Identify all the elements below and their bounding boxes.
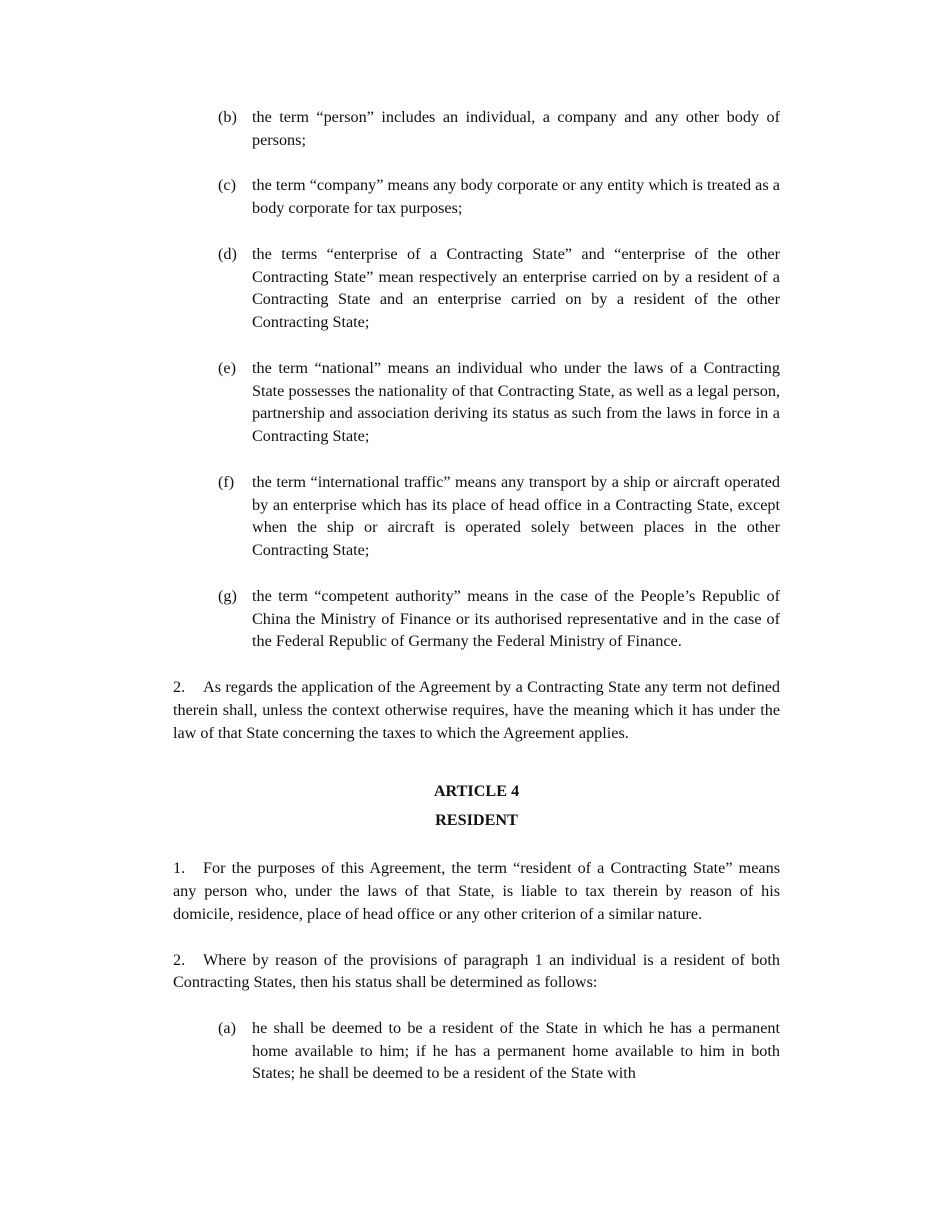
definition-item-g	[173, 585, 780, 653]
paragraph-text: As regards the application of the Agreement by a Contracting State any term not defined therein shall, unless the context otherwise requires, have the meaning which it has under the law of that State concerning the taxes to which the Agreement applies.	[173, 677, 780, 742]
item-text: the terms “enterprise of a Contracting State” and “enterprise of the other Contracting State” mean respectively an enterprise carried on by a resident of a Contracting State and an enterprise carried on by a resident of the other Contracting State;	[252, 244, 780, 332]
definition-item-f	[173, 471, 780, 562]
article-title: ARTICLE 4	[433, 782, 520, 801]
definition-item-c	[173, 174, 780, 220]
article-subtitle: RESIDENT	[435, 811, 518, 830]
definition-item-e	[173, 357, 780, 448]
item-marker: (b)	[218, 108, 237, 126]
item-marker: (g)	[218, 586, 237, 605]
tiebreaker-item-a	[173, 1017, 780, 1085]
definition-item-b	[173, 106, 780, 152]
item-text: the term “company” means any body corporate or any entity which is treated as a body corporate for tax purposes;	[252, 176, 780, 218]
item-text: the term “competent authority” means in the case of the People’s Republic of China the Ministry of Finance or its authorised representative and in the case of the Federal Republic of Germany the Federal Ministry of Finance.	[252, 586, 780, 651]
item-marker: (a)	[218, 1018, 236, 1037]
item-text: the term “national” means an individual who under the laws of a Contracting State possesses the nationality of that Contracting State, as well as a legal person, partnership and association deriving its status as such from the laws in force in a Contracting State;	[252, 358, 780, 446]
item-text: he shall be deemed to be a resident of the State in which he has a permanent home available to him; if he has a permanent home available to him in both States; he shall be deemed to be a resident of the State with	[252, 1018, 780, 1083]
item-text: the term “international traffic” means any transport by a ship or aircraft operated by an enterprise which has its place of head office in a Contracting State, except when the ship or aircraft is operated solely between places in the other Contracting State;	[252, 472, 780, 560]
paragraph-number: 2.	[173, 950, 186, 969]
item-marker: (f)	[218, 472, 235, 491]
item-marker: (e)	[218, 358, 236, 377]
paragraph-text: For the purposes of this Agreement, the term “resident of a Contracting State” means any person who, under the laws of that State, is liable to tax therein by reason of his domicile, residence, place of head office or any other criterion of a similar nature.	[173, 859, 780, 923]
definition-item-d	[173, 243, 780, 334]
item-marker: (c)	[218, 176, 236, 195]
article-heading-block	[173, 777, 780, 835]
article4-paragraph-2	[173, 949, 780, 995]
item-text: the term “person” includes an individual, a company and any other body of persons;	[252, 108, 780, 149]
article4-paragraph-1	[173, 857, 780, 925]
paragraph-text: Where by reason of the provisions of paragraph 1 an individual is a resident of both Contracting States, then his status shall be determined as follows:	[173, 950, 780, 992]
article3-paragraph-2	[173, 676, 780, 744]
document-page	[173, 106, 780, 1085]
paragraph-number: 1.	[173, 859, 186, 878]
item-marker: (d)	[218, 244, 237, 263]
paragraph-number: 2.	[173, 677, 186, 696]
